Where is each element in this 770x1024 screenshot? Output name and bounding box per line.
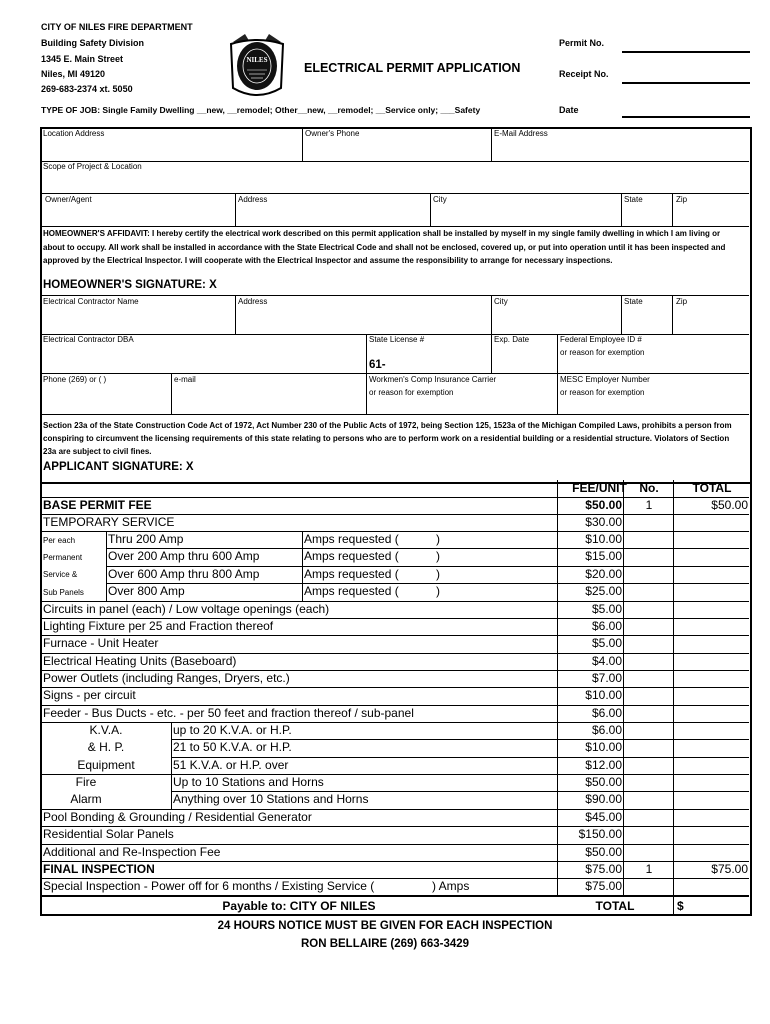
fee-item-fee: $7.00 [591, 671, 622, 685]
service-label: Over 800 Amp [108, 584, 185, 598]
fee-item-row [41, 601, 750, 618]
pool-bonding-row [41, 809, 750, 826]
amps-close: ) [436, 549, 440, 563]
service-row [41, 566, 750, 583]
fee-item-label: Lighting Fixture per 25 and Fraction thereof [43, 619, 274, 633]
reinspection-fee: $50.00 [585, 845, 622, 859]
fee-item-label: Circuits in panel (each) / Low voltage openings (each) [43, 602, 330, 616]
inspection-notice: 24 HOURS NOTICE MUST BE GIVEN FOR EACH INSPECTION [217, 920, 553, 932]
homeowner-affidavit: HOMEOWNER'S AFFIDAVIT: I hereby certify the electrical work described on this permit application shall be installed by myself in my single family dwelling in which I am living or about to occupy. All work shall be installed in accordance with the State Electrical Code and shall not be enclosed, covered up, or put into operation until it has been inspected and approved by the Electrical Inspector. I will cooperate with the Electrical Inspector and assume the responsibility to arrange for necessary inspections. [43, 229, 726, 265]
inspector-contact: RON BELLAIRE (269) 663-3429 [300, 938, 470, 950]
contractor-phone-label[interactable]: Phone (269) or ( ) [43, 375, 107, 384]
fee-item-row [41, 670, 750, 687]
alarm-row [41, 791, 750, 808]
base-permit-no[interactable]: 1 [645, 498, 653, 512]
fee-item-fee: $10.00 [585, 688, 622, 702]
fee-item-fee: $6.00 [591, 619, 622, 633]
side-label-4: Sub Panels [43, 588, 84, 597]
fee-item-fee: $5.00 [591, 602, 622, 616]
reinspection-row [41, 844, 750, 861]
section-23a-notice: Section 23a of the State Construction Code Act of 1972, Act Number 230 of the Public Acts of 1972, being Section 125, 1523a of the Michigan Compiled Laws, prohibits a person from conspiring to circumvent the licensing requirements of this state relating to persons who are to perform work on a residential building or a residential structure. Violators of Section 23a are subject to civil fines. [43, 421, 732, 456]
kva-label: 21 to 50 K.V.A. or H.P. [173, 740, 292, 754]
reinspection-label: Additional and Re-Inspection Fee [43, 845, 221, 859]
federal-id-alt: or reason for exemption [560, 348, 645, 357]
kva-left-label: & H. P. [87, 740, 125, 754]
alarm-label: Anything over 10 Stations and Horns [173, 792, 369, 806]
fee-item-fee: $4.00 [591, 654, 622, 668]
service-label: Over 600 Amp thru 800 Amp [108, 567, 260, 581]
fee-item-row [41, 705, 750, 722]
service-row [41, 583, 750, 600]
special-inspection-label: Special Inspection - Power off for 6 months / Existing Service ( [43, 879, 375, 893]
pool-bonding-fee: $45.00 [585, 810, 622, 824]
amps-close: ) [436, 532, 440, 546]
service-label: Over 200 Amp thru 600 Amp [108, 549, 260, 563]
amps-close: ) [436, 584, 440, 598]
fee-item-fee: $5.00 [591, 636, 622, 650]
email-label[interactable]: E-Mail Address [494, 129, 548, 138]
alarm-fee: $90.00 [585, 792, 622, 806]
base-permit-fee: $50.00 [585, 498, 622, 512]
homeowner-signature[interactable]: HOMEOWNER'S SIGNATURE: X [43, 279, 217, 291]
receipt-label: Receipt No. [559, 69, 609, 79]
final-inspection-total[interactable]: $75.00 [711, 862, 748, 876]
alarm-left-label: Fire [75, 775, 97, 789]
total-header: TOTAL [692, 481, 732, 495]
state-license-label[interactable]: State License # [369, 335, 425, 344]
license-prefix: 61- [369, 359, 386, 371]
service-fee: $10.00 [585, 532, 622, 546]
fee-item-row [41, 687, 750, 704]
fee-item-row [41, 618, 750, 635]
location-address-label[interactable]: Location Address [43, 129, 105, 138]
kva-label: up to 20 K.V.A. or H.P. [173, 723, 292, 737]
temporary-service-label: TEMPORARY SERVICE [43, 515, 175, 529]
grand-total-label: TOTAL [595, 899, 635, 913]
service-row [41, 531, 750, 548]
dept-name: CITY OF NILES FIRE DEPARTMENT [41, 22, 193, 32]
final-inspection-fee: $75.00 [585, 862, 622, 876]
final-inspection-no[interactable]: 1 [645, 862, 653, 876]
dept-phone: 269-683-2374 xt. 5050 [41, 84, 133, 94]
kva-row [41, 739, 750, 756]
scope-label[interactable]: Scope of Project & Location [43, 162, 142, 171]
owner-zip-label[interactable]: Zip [676, 195, 688, 204]
kva-label: 51 K.V.A. or H.P. over [173, 758, 289, 772]
kva-fee: $6.00 [591, 723, 622, 737]
base-permit-row [41, 497, 750, 514]
kva-row [41, 722, 750, 739]
grand-total-value[interactable]: $ [677, 899, 684, 913]
fee-item-label: Feeder - Bus Ducts - etc. - per 50 feet and fraction thereof / sub-panel [43, 706, 414, 720]
temporary-service-row [41, 514, 750, 531]
date-label: Date [559, 105, 579, 115]
temporary-service-fee: $30.00 [585, 515, 622, 529]
special-inspection-amps[interactable]: ) Amps [432, 879, 470, 893]
fee-item-label: Electrical Heating Units (Baseboard) [43, 654, 237, 668]
contractor-address-label[interactable]: Address [238, 297, 268, 306]
date-line[interactable] [622, 116, 750, 118]
fee-item-row [41, 635, 750, 652]
mesc-alt: or reason for exemption [560, 388, 645, 397]
amps-requested[interactable]: Amps requested ( [304, 532, 399, 546]
exp-date-label[interactable]: Exp. Date [494, 335, 530, 344]
contractor-name-label[interactable]: Electrical Contractor Name [43, 297, 139, 306]
solar-panels-label: Residential Solar Panels [43, 827, 174, 841]
kva-left-label: Equipment [77, 758, 135, 772]
fee-unit-header: FEE/UNIT [572, 481, 627, 495]
contractor-dba-label[interactable]: Electrical Contractor DBA [43, 335, 134, 344]
city-address: Niles, MI 49120 [41, 69, 106, 79]
fee-item-fee: $6.00 [591, 706, 622, 720]
final-inspection-row [41, 861, 750, 878]
city-seal-icon [225, 30, 289, 100]
special-inspection-row [41, 878, 750, 895]
kva-row [41, 757, 750, 774]
form-title: ELECTRICAL PERMIT APPLICATION [304, 61, 521, 75]
amps-close: ) [436, 567, 440, 581]
owner-state-label[interactable]: State [624, 195, 643, 204]
alarm-label: Up to 10 Stations and Horns [173, 775, 324, 789]
seal-label: NILES [246, 56, 268, 64]
owner-city-label[interactable]: City [433, 195, 447, 204]
kva-fee: $12.00 [585, 758, 622, 772]
division-name: Building Safety Division [41, 38, 145, 48]
contractor-city-label[interactable]: City [494, 297, 508, 306]
receipt-line[interactable] [622, 82, 750, 84]
base-permit-total[interactable]: $50.00 [711, 498, 748, 512]
fee-header-row [41, 480, 750, 497]
service-fee: $15.00 [585, 549, 622, 563]
fee-item-row [41, 653, 750, 670]
amps-requested[interactable]: Amps requested ( [304, 584, 399, 598]
service-row [41, 548, 750, 565]
solar-panels-row [41, 826, 750, 843]
amps-requested[interactable]: Amps requested ( [304, 549, 399, 563]
amps-requested[interactable]: Amps requested ( [304, 567, 399, 581]
alarm-row [41, 774, 750, 791]
workers-comp-label[interactable]: Workmen's Comp Insurance Carrier [369, 375, 497, 384]
owners-phone-label[interactable]: Owner's Phone [305, 129, 360, 138]
service-fee: $20.00 [585, 567, 622, 581]
applicant-signature[interactable]: APPLICANT SIGNATURE: X [43, 461, 194, 473]
contractor-email-label[interactable]: e-mail [174, 375, 196, 384]
fee-item-label: Power Outlets (including Ranges, Dryers, etc.) [43, 671, 290, 685]
permit-label: Permit No. [559, 38, 605, 48]
side-label-2: Permanent [43, 553, 83, 562]
alarm-fee: $50.00 [585, 775, 622, 789]
payable-to: Payable to: CITY OF NILES [222, 899, 376, 913]
side-label-1: Per each [43, 536, 76, 545]
workers-comp-alt: or reason for exemption [369, 388, 454, 397]
side-label-3: Service & [43, 570, 78, 579]
owner-agent-label[interactable]: Owner/Agent [45, 195, 92, 204]
solar-panels-fee: $150.00 [578, 827, 622, 841]
alarm-left-label: Alarm [70, 792, 102, 806]
street-address: 1345 E. Main Street [41, 54, 124, 64]
fee-item-label: Signs - per circuit [43, 688, 136, 702]
contractor-zip-label[interactable]: Zip [676, 297, 688, 306]
fee-item-label: Furnace - Unit Heater [43, 636, 159, 650]
permit-line[interactable] [622, 51, 750, 53]
federal-id-label[interactable]: Federal Employee ID # [560, 335, 642, 344]
final-inspection-label: FINAL INSPECTION [43, 862, 155, 876]
special-inspection-fee: $75.00 [585, 879, 622, 893]
mesc-label[interactable]: MESC Employer Number [560, 375, 650, 384]
no-header: No. [639, 481, 659, 495]
job-type[interactable]: TYPE OF JOB: Single Family Dwelling __new, __remodel; Other__new, __remodel; __Service only; ___Safety [41, 105, 481, 115]
owner-address-label[interactable]: Address [238, 195, 268, 204]
service-label: Thru 200 Amp [108, 532, 184, 546]
service-fee: $25.00 [585, 584, 622, 598]
kva-fee: $10.00 [585, 740, 622, 754]
kva-left-label: K.V.A. [89, 723, 123, 737]
pool-bonding-label: Pool Bonding & Grounding / Residential Generator [43, 810, 312, 824]
contractor-state-label[interactable]: State [624, 297, 643, 306]
base-permit-label: BASE PERMIT FEE [43, 498, 152, 512]
